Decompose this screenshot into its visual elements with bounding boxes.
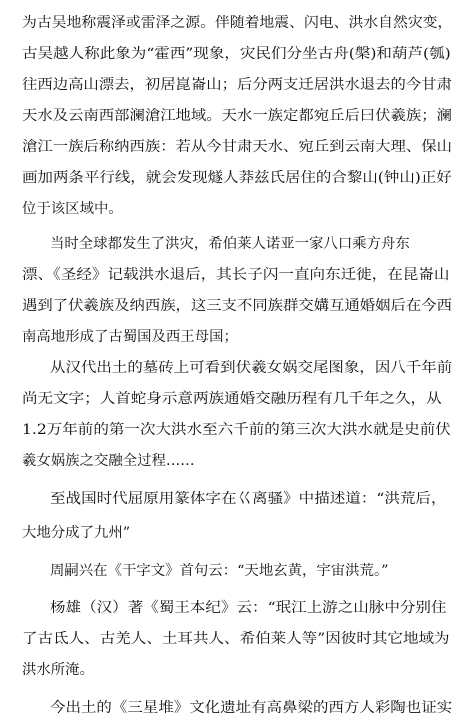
text-line: 当时全球都发生了洪灾，希伯莱人诺亚一家八口乘方舟东 (50, 236, 410, 252)
text-line: 南高地形成了古蜀国及西王母国； (22, 329, 238, 345)
text-line: 周嗣兴在《干字文》首句云：“天地玄黄，宇宙洪荒。” (50, 563, 389, 579)
text-line: 漂、《圣经》记载洪水退后，其长子闪一直向东迁徙，在昆崙山 (22, 267, 450, 283)
text-line: 大地分成了九州” (22, 525, 131, 541)
text-line: 滄江一族后称纳西族：若从今甘肃天水、宛丘到云南大理、保山 (22, 139, 452, 155)
text-line: 为古吴地称震泽或雷泽之源。伴随着地震、闪电、洪水自然灾变， (22, 15, 453, 31)
text-line: 天水及云南西部澜滄江地域。天水一族定都宛丘后曰伏羲族；澜 (22, 108, 452, 124)
text-line: 今出土的《三星堆》文化遗址有高鼻梁的西方人彩陶也证实 (50, 700, 453, 716)
text-line: 从汉代出土的墓砖上可看到伏羲女娲交尾图象，因八千年前 (50, 360, 453, 376)
text-line: 尚无文字；人首蛇身示意两族通婚交融历程有几千年之久，从 (22, 391, 442, 407)
text-line: 羲女娲族之交融全过程…… (22, 453, 195, 469)
text-line: 往西边高山漂去，初居崑崙山；后分两支迁居洪水退去的今甘肃 (22, 77, 452, 93)
text-line: 位于该区域中。 (22, 201, 123, 217)
text-line: 杨雄（汉）著《蜀王本纪》云：“珉江上游之山脉中分别住 (50, 600, 447, 616)
document-page (22, 0, 452, 725)
text-line: 画加两条平行线，就会发现燧人莽兹氏居住的合黎山(钟山)正好 (22, 170, 452, 186)
text-line: 洪水所淹。 (22, 662, 94, 678)
text-line: 至战国时代屈原用篆体字在巜离骚》中描述道：“洪荒后， (50, 491, 447, 507)
text-line: 遇到了伏羲族及纳西族，这三支不同族群交媾互通婚姻后在今西 (22, 298, 452, 314)
text-line: 1.2万年前的第一次大洪水至六千前的第三次大洪水就是史前伏 (22, 422, 451, 438)
text-line: 古吴越人称此象为“霍西”现象，灾民们分坐古舟(槃)和葫芦(瓠) (22, 46, 451, 62)
text-line: 了古氐人、古羌人、土耳共人、希伯莱人等”因彼时其它地域为 (22, 631, 450, 647)
